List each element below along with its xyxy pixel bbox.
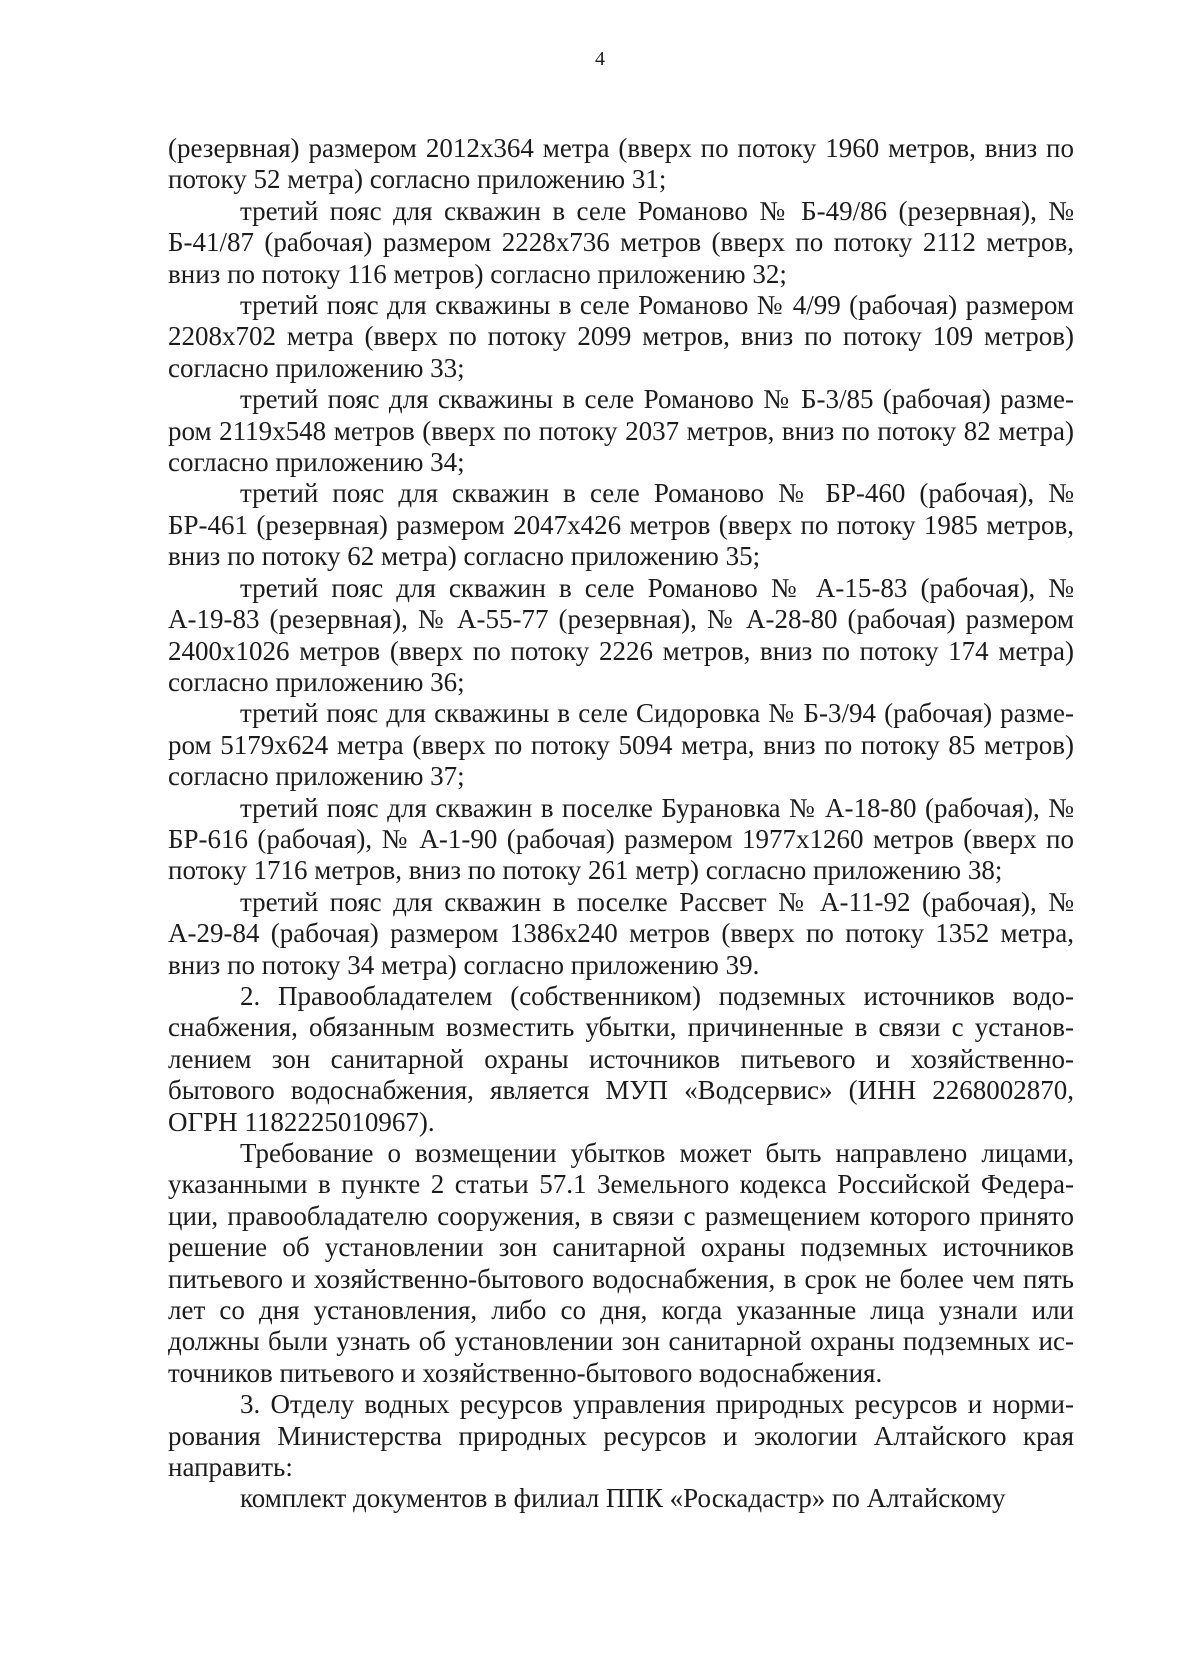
paragraph: комплект документов в филиал ППК «Роскадастр» по Алтайскому: [240, 1483, 1006, 1514]
paragraph: третий пояс для скважин в селе Романово № БР-460 (рабочая), № БР-461 (резервная) размером 2047х426 метров (вверх по потоку 1985 метров, вниз по потоку 62 метра) согласно приложению 35;: [168, 478, 1074, 572]
paragraph: третий пояс для скважины в селе Романово № 4/99 (рабочая) размером 2208х702 метра (вверх по потоку 2099 метров, вниз по потоку 109 метров) согласно приложению 33;: [168, 290, 1074, 383]
paragraph: третий пояс для скважин в селе Романово № А-15-83 (рабочая), № А-19-83 (резервная), № А-55-77 (резервная), № А-28-80 (рабочая) размером 2400х1026 метров (вверх по потоку 2226 метров, вниз по потоку 174 метра) согласно приложению 36;: [168, 572, 1074, 697]
paragraph: третий пояс для скважин в поселке Рассвет № А-11-92 (рабочая), № А-29-84 (рабочая) размером 1386х240 метров (вверх по потоку 1352 метра, вниз по потоку 34 метра) согласно приложению 39.: [168, 886, 1074, 980]
paragraph: третий пояс для скважин в селе Романово № Б-49/86 (резервная), № Б-41/87 (рабочая) размером 2228х736 метров (вверх по потоку 2112 метров, вниз по потоку 116 метров) согласно приложению 32;: [168, 195, 1074, 289]
document-body: [168, 133, 1074, 1515]
paragraph: 3. Отделу водных ресурсов управления природных ресурсов и нормирования Министерства природных ресурсов и экологии Алтайского края направить:: [168, 1389, 1074, 1483]
paragraph: третий пояс для скважины в селе Романово № Б-3/85 (рабочая) размером 2119х548 метров (вверх по потоку 2037 метров, вниз по потоку 82 метра) согласно приложению 34;: [168, 384, 1074, 478]
page-number: 4: [595, 48, 605, 70]
paragraph: третий пояс для скважины в селе Сидоровка № Б-3/94 (рабочая) размером 5179х624 метра (вверх по потоку 5094 метра, вниз по потоку 85 метров) согласно приложению 37;: [168, 698, 1074, 792]
paragraph-continuation: (резервная) размером 2012х364 метра (вверх по потоку 1960 метров, вниз по потоку 52 метра) согласно приложению 31;: [168, 133, 1074, 195]
paragraph: третий пояс для скважин в поселке Бурановка № А-18-80 (рабочая), № БР-616 (рабочая), № А-1-90 (рабочая) размером 1977х1260 метров (вверх по потоку 1716 метров, вниз по потоку 261 метр) согласно приложению 38;: [168, 792, 1074, 886]
paragraph: Требование о возмещении убытков может быть направлено лицами, указанными в пункте 2 статьи 57.1 Земельного кодекса Российской Федерации, правообладателю сооружения, в связи с размещением которого принято решение об установлении зон санитарной охраны подземных источников питьевого и хозяйственно-бытового водоснабжения, в срок не более чем пять лет со дня установления, либо со дня, когда указанные лица узнали или должны были узнать об установлении зон санитарной охраны подземных источников питьевого и хозяйственно-бытового водоснабжения.: [168, 1138, 1074, 1388]
paragraph: 2. Правообладателем (собственником) подземных источников водоснабжения, обязанным возместить убытки, причиненные в связи с установлением зон санитарной охраны источников питьевого и хозяйственно-бытового водоснабжения, является МУП «Водсервис» (ИНН 2268002870, ОГРН 1182225010967).: [168, 980, 1074, 1137]
